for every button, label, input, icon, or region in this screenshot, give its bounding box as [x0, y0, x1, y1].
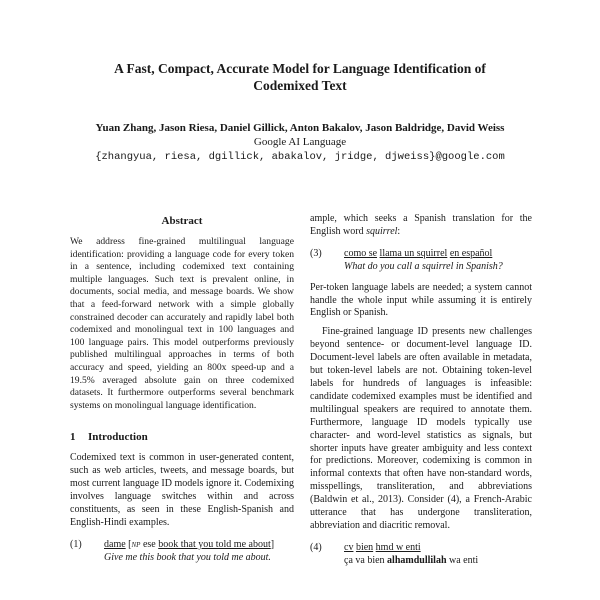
paragraph-fine-grained: Fine-grained language ID presents new challenges beyond sentence- or document-level language ID. Document-level labels are often available in metadata, but token-level labels are not. Obtaining token-level labels for hundreds of languages is infeasible: candidate codemixed examples must be identified and multilingual speakers are required to annotate them. Furthermore, language ID models typically use character- and word-level statistics as signals, but shorter inputs have greater ambiguity and less context for predictions. Moreover, codemixing is common in informal contexts that often have non-standard words, misspellings, transliteration, and abbreviations (Baldwin et al., 2013). Consider (4), a French-Arabic utterance that has undergone transliteration, abbreviation and diacritic removal. — [310, 326, 532, 531]
title-line-1: A Fast, Compact, Accurate Model for Language Identification of — [114, 61, 486, 76]
abstract-text: We address fine-grained multilingual language identification: providing a language code for every token in a sentence, including codemixed text containing multiple languages. Such text is prevalent online, in documents, social media, and message boards. We show that a feed-forward network with a simple globally constrained decoder can accurately and rapidly label both codemixed and monolingual text in 100 languages and 100 language pairs. This model outperforms previously published multilingual approaches in terms of both accuracy and speed, yielding an 800x speed-up and a 19.5% averaged absolute gain on three codemixed datasets. It furthermore outperforms several benchmark systems on monolingual language identification. — [70, 236, 294, 411]
example-gloss: What do you call a squirrel in Spanish? — [344, 260, 503, 272]
example-label: (4) — [310, 541, 322, 553]
abstract-heading: Abstract — [161, 215, 203, 227]
example-body — [344, 248, 532, 274]
continued-paragraph — [310, 213, 532, 239]
word-spanish-2: ese — [142, 538, 156, 550]
continued-text: ample, which seeks a Spanish translation for the English word — [310, 213, 532, 237]
affiliation: Google AI Language — [253, 136, 347, 148]
example-label: (1) — [70, 538, 82, 550]
continued-punct: : — [397, 225, 401, 237]
word-spanish: dame — [104, 538, 126, 550]
example-body — [104, 539, 294, 565]
phrase-mixed: llama un squirrel — [379, 247, 448, 259]
example-expansion — [344, 555, 532, 568]
phrase-spanish-2: en español — [449, 247, 493, 259]
author-emails: {zhangyua, riesa, dgillick, abakalov, jridge, djweiss}@google.com — [95, 151, 505, 163]
phrase-english: book that you told me about — [158, 538, 271, 550]
right-column — [310, 213, 532, 576]
section-title: Introduction — [88, 431, 148, 444]
example-sentence — [344, 248, 532, 261]
expansion-arabic-2: wa enti — [449, 554, 479, 566]
example-sentence — [104, 539, 294, 552]
example-4 — [310, 542, 532, 568]
bracket-open: [ — [128, 538, 132, 550]
paper-title — [0, 60, 600, 94]
example-1 — [70, 539, 294, 565]
example-label: (3) — [310, 247, 322, 259]
paragraph-per-token: Per-token language labels are needed; a system cannot handle the whole input while assuming it is entirely English or Spanish. — [310, 281, 532, 319]
token-bien: bien — [355, 541, 374, 553]
emphasized-word: squirrel — [366, 225, 398, 237]
left-column — [70, 214, 294, 573]
example-gloss: Give me this book that you told me about. — [104, 551, 271, 563]
expansion-french: ça va bien — [344, 554, 385, 566]
bracket-close: ] — [270, 538, 275, 550]
expansion-arabic: alhamdullilah — [387, 554, 447, 566]
np-subscript: NP — [131, 540, 141, 549]
phrase-spanish-1: como se — [344, 247, 378, 259]
section-heading-introduction — [70, 430, 294, 444]
example-sentence — [344, 542, 532, 555]
author-list: Yuan Zhang, Jason Riesa, Daniel Gillick, Anton Bakalov, Jason Baldridge, David Weiss — [95, 122, 505, 134]
token-hmd: hmd w enti — [375, 541, 421, 553]
example-3 — [310, 248, 532, 274]
title-line-2: Codemixed Text — [253, 78, 347, 93]
section-number: 1 — [70, 431, 76, 444]
example-body — [344, 542, 532, 568]
token-cv: cv — [344, 541, 354, 553]
intro-paragraph: Codemixed text is common in user-generated content, such as web articles, tweets, and message boards, but most current language ID models ignore it. Codemixing involves language switches within and across constituents, as seen in these English-Spanish and English-Hindi examples. — [70, 452, 294, 528]
